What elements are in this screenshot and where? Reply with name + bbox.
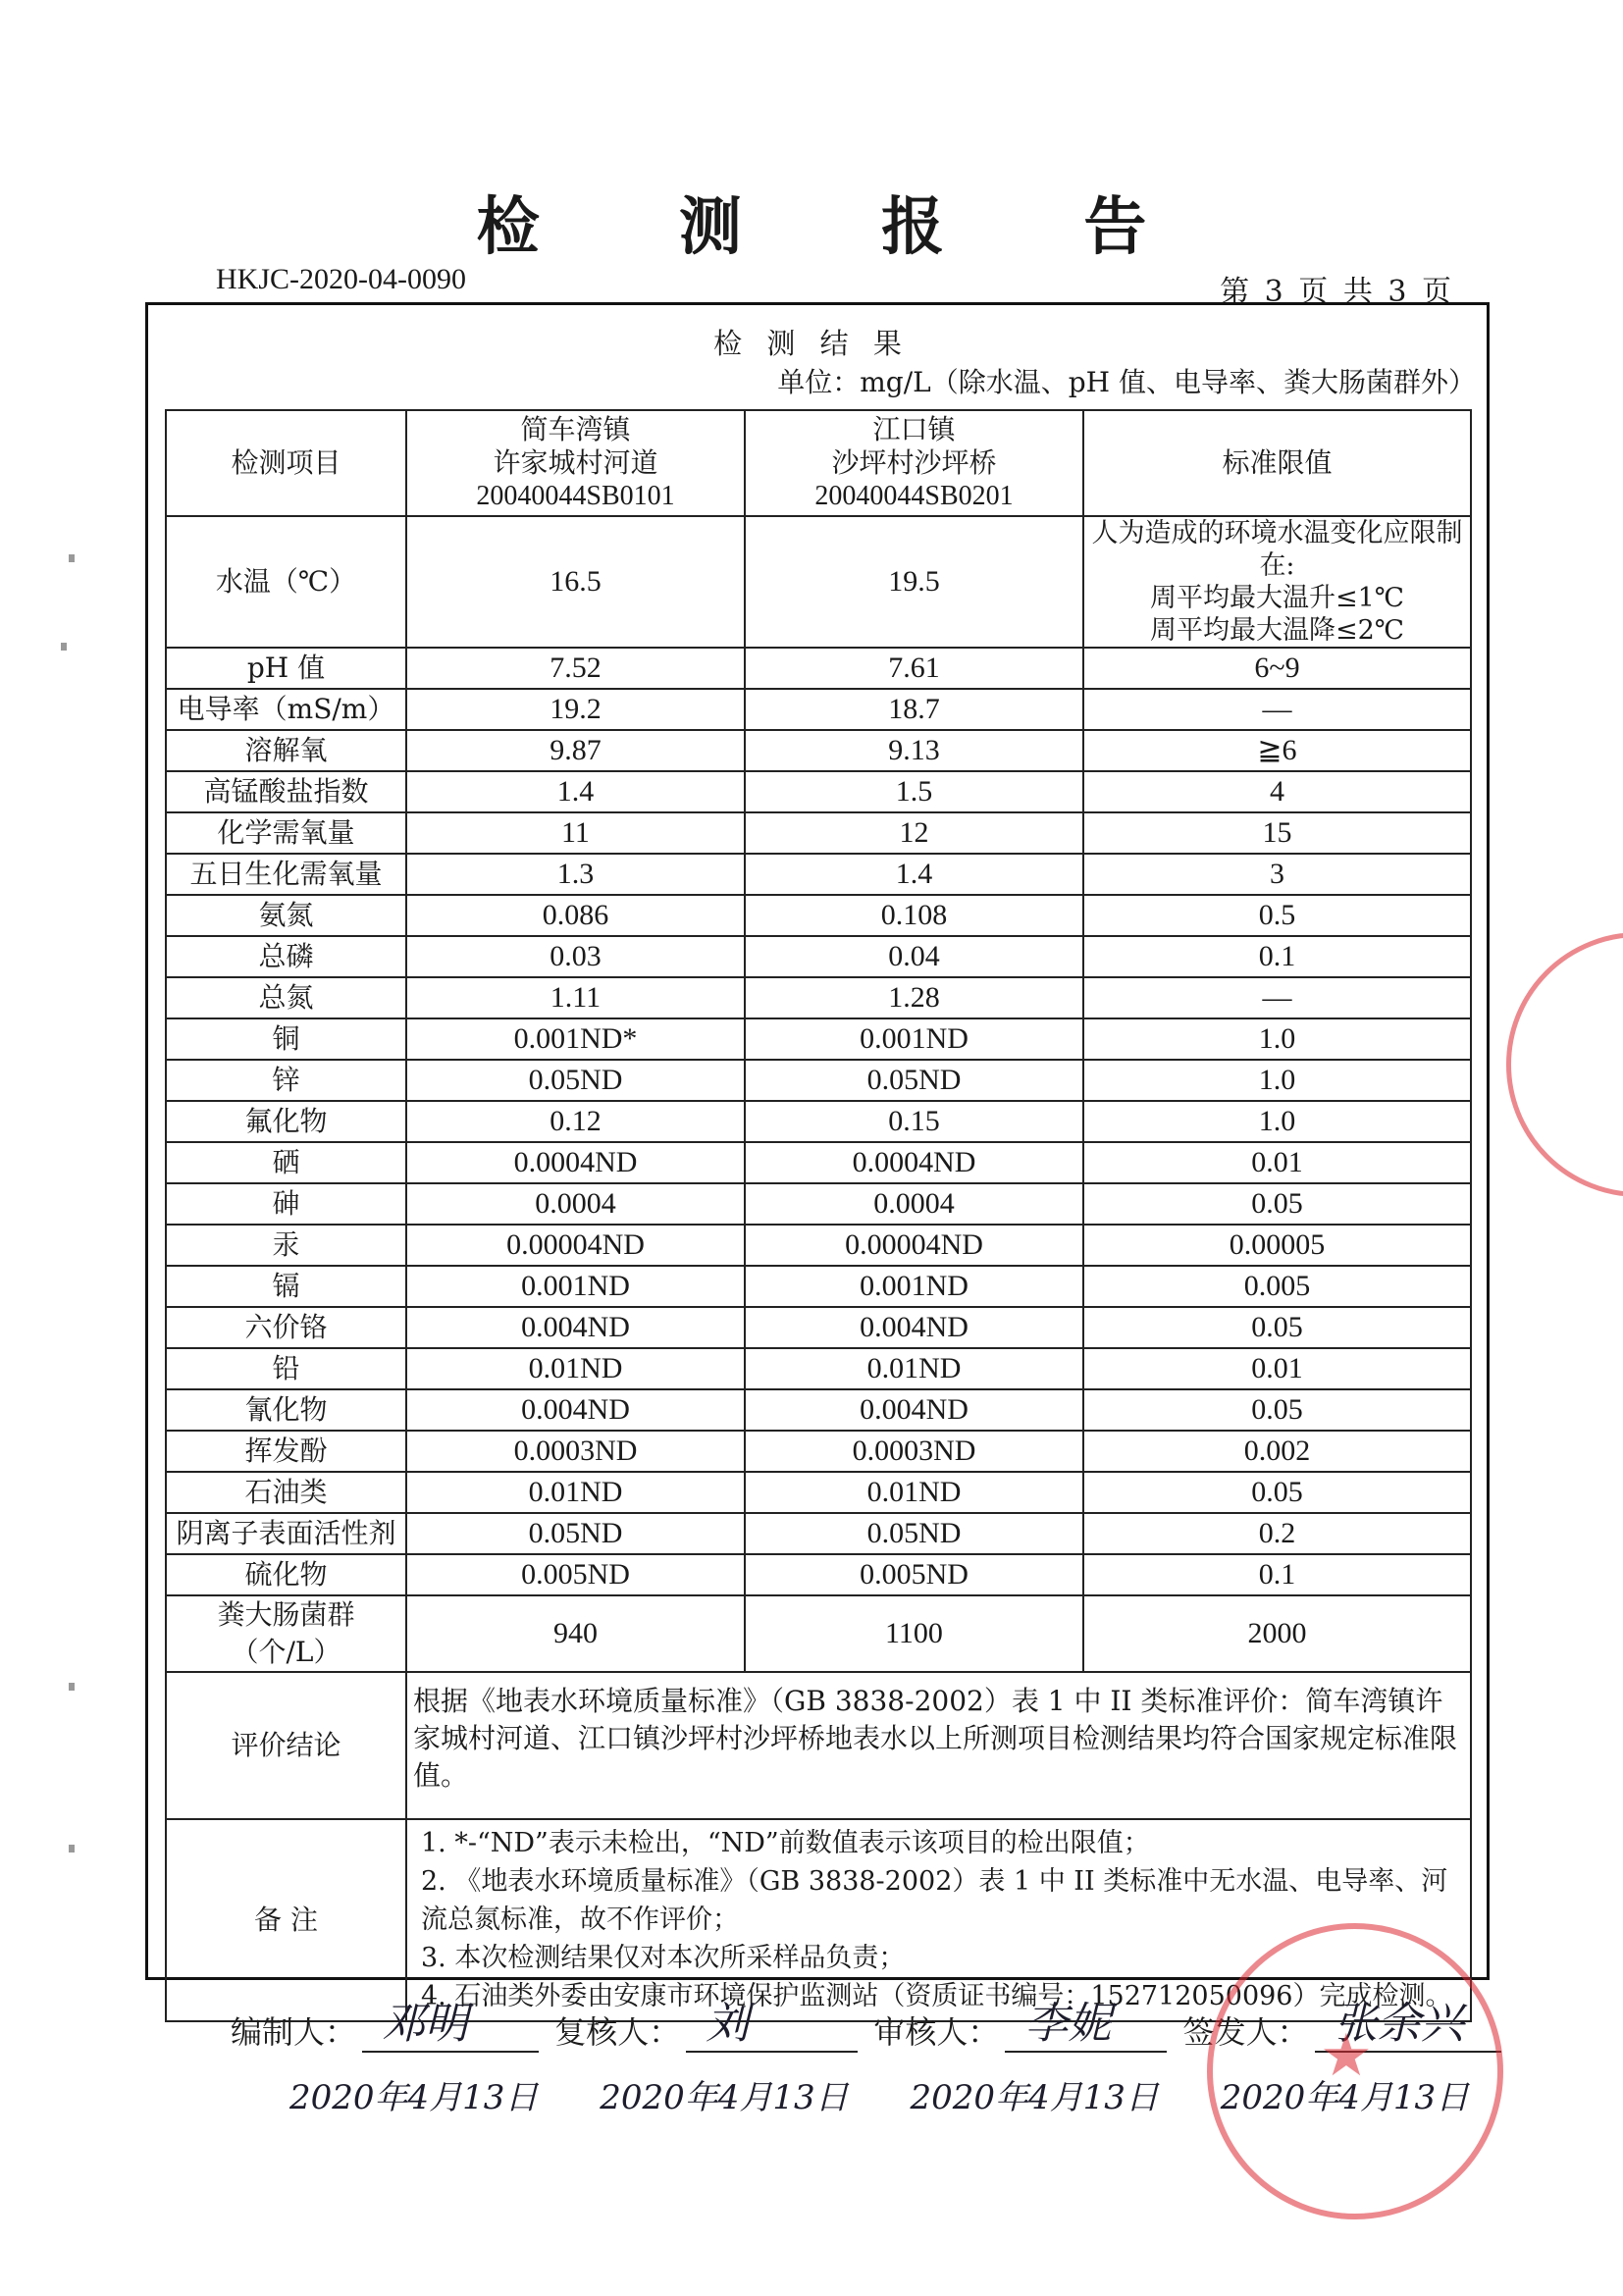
row-site2-value: 18.7: [745, 689, 1083, 730]
row-site2-value: 0.00004ND: [745, 1225, 1083, 1266]
results-title: 检 测 结 果: [713, 327, 910, 360]
seal-star-icon: ★: [1320, 2021, 1373, 2090]
seal-stamp-edge: [1506, 932, 1623, 1197]
row-site2-value: 12: [745, 812, 1083, 854]
reviewer-signature-line: [686, 1999, 858, 2053]
table-row: [166, 1348, 1471, 1389]
row-standard-value: 4: [1083, 771, 1471, 812]
row-item: 六价铬: [166, 1307, 406, 1348]
row-item: pH 值: [166, 648, 406, 689]
row-site2-value: 0.0003ND: [745, 1431, 1083, 1472]
row-site2-value: 0.15: [745, 1101, 1083, 1142]
row-site2-value: 0.001ND: [745, 1018, 1083, 1060]
table-row: [166, 1183, 1471, 1225]
compiler-label: 编制人：: [231, 2013, 357, 2051]
row-standard-value: 0.002: [1083, 1431, 1471, 1472]
row-site1-value: 1.11: [406, 977, 745, 1018]
row-standard-value: 6~9: [1083, 648, 1471, 689]
table-row: [166, 854, 1471, 895]
row-item: 溶解氧: [166, 730, 406, 771]
row-site1-value: 0.00004ND: [406, 1225, 745, 1266]
row-site1-value: 1.4: [406, 771, 745, 812]
note-item: 1. *-“ND”表示未检出，“ND”前数值表示该项目的检出限值；: [421, 1828, 1150, 1858]
table-row: [166, 1018, 1471, 1060]
row-standard-value: 0.05: [1083, 1389, 1471, 1431]
row-item: 铅: [166, 1348, 406, 1389]
row-standard-value: —: [1083, 977, 1471, 1018]
site1-sample-id: 20040044SB0101: [476, 481, 675, 511]
row-item: 化学需氧量: [166, 812, 406, 854]
row-item: 砷: [166, 1183, 406, 1225]
table-row: [166, 1060, 1471, 1101]
header-site1: [406, 410, 745, 516]
row-site1-value: 0.05ND: [406, 1060, 745, 1101]
row-site2-value: 0.0004ND: [745, 1142, 1083, 1183]
row-item: 挥发酚: [166, 1431, 406, 1472]
row-site2-value: 0.004ND: [745, 1307, 1083, 1348]
row-standard-value: 0.05: [1083, 1183, 1471, 1225]
header-row: [166, 410, 1471, 516]
table-row: [166, 771, 1471, 812]
row-item: 石油类: [166, 1472, 406, 1513]
compiler-signature-line: [362, 1999, 539, 2053]
note-item: 4. 石油类外委由安康市环境保护监测站（资质证书编号：152712050096）完成检测。: [421, 1981, 1452, 2011]
site1-location: 许家城村河道: [493, 446, 658, 479]
water-temp-standard: [1083, 516, 1471, 648]
row-site1-value: 0.01ND: [406, 1348, 745, 1389]
table-row: [166, 1595, 1471, 1672]
auditor-signature: 李妮: [1024, 1999, 1112, 2049]
row-site1-value: 19.2: [406, 689, 745, 730]
row-site1-value: 0.12: [406, 1101, 745, 1142]
table-row: [166, 1142, 1471, 1183]
row-site1-value: 0.0003ND: [406, 1431, 745, 1472]
issuer-signature: 张余兴: [1334, 1999, 1464, 2049]
table-row: [166, 1472, 1471, 1513]
row-site2-value: 1100: [745, 1595, 1083, 1672]
report-number: HKJC-2020-04-0090: [216, 263, 466, 295]
row-item: 粪大肠菌群（个/L）: [166, 1595, 406, 1672]
row-item: 氨氮: [166, 895, 406, 936]
row-site2-value: 0.05ND: [745, 1513, 1083, 1554]
row-standard-value: 0.05: [1083, 1307, 1471, 1348]
row-site1-value: 0.004ND: [406, 1307, 745, 1348]
row-site1-value: 11: [406, 812, 745, 854]
row-site2-value: 0.04: [745, 936, 1083, 977]
table-row: [166, 977, 1471, 1018]
table-row: [166, 1101, 1471, 1142]
row-site1-value: 0.01ND: [406, 1472, 745, 1513]
row-site1-value: 0.004ND: [406, 1389, 745, 1431]
row-item: 硫化物: [166, 1554, 406, 1595]
compiler-date: 2020年4月13日: [289, 2078, 539, 2117]
row-standard-value: 0.01: [1083, 1348, 1471, 1389]
row-site1-value: 0.086: [406, 895, 745, 936]
row-site1-value: 0.001ND: [406, 1266, 745, 1307]
row-site1-value: 0.05ND: [406, 1513, 745, 1554]
margin-mark: [69, 1683, 75, 1691]
row-item: 氟化物: [166, 1101, 406, 1142]
row-site2-value: 0.01ND: [745, 1348, 1083, 1389]
row-site1-value: 0.001ND*: [406, 1018, 745, 1060]
row-standard-value: 2000: [1083, 1595, 1471, 1672]
row-site2-value: 0.005ND: [745, 1554, 1083, 1595]
row-item: 总氮: [166, 977, 406, 1018]
row-site2-value: 7.61: [745, 648, 1083, 689]
note-item: 2. 《地表水环境质量标准》（GB 3838-2002）表 1 中 II 类标准中无水温、电导率、河流总氮标准，故不作评价；: [421, 1866, 1448, 1935]
table-row: [166, 648, 1471, 689]
row-item: 电导率（mS/m）: [166, 689, 406, 730]
row-site1-value: 0.005ND: [406, 1554, 745, 1595]
table-row: [166, 1389, 1471, 1431]
page-info: 第 3 页 共 3 页: [1220, 275, 1451, 309]
row-site2-value: 0.01ND: [745, 1472, 1083, 1513]
auditor-label: 审核人：: [873, 2013, 1000, 2051]
row-standard-value: 0.2: [1083, 1513, 1471, 1554]
row-standard-value: 3: [1083, 854, 1471, 895]
site2-location: 沙坪村沙坪桥: [831, 446, 997, 479]
reviewer-label: 复核人：: [554, 2013, 681, 2051]
water-temp-site2: 19.5: [745, 516, 1083, 648]
row-site1-value: 0.03: [406, 936, 745, 977]
table-row: [166, 1513, 1471, 1554]
row-site2-value: 1.4: [745, 854, 1083, 895]
row-standard-value: 0.1: [1083, 1554, 1471, 1595]
row-item: 五日生化需氧量: [166, 854, 406, 895]
row-site2-value: 1.28: [745, 977, 1083, 1018]
unit-note: 单位：mg/L（除水温、pH 值、电导率、粪大肠菌群外）: [777, 366, 1476, 398]
row-standard-value: —: [1083, 689, 1471, 730]
row-standard-value: 0.01: [1083, 1142, 1471, 1183]
table-row: [166, 1307, 1471, 1348]
water-temp-standard-line2: 周平均最大温升≤1℃: [1149, 583, 1404, 613]
table-row: [166, 1225, 1471, 1266]
row-standard-value: 0.05: [1083, 1472, 1471, 1513]
evaluation-text: 根据《地表水环境质量标准》（GB 3838-2002）表 1 中 II 类标准评价：简车湾镇许家城村河道、江口镇沙坪村沙坪桥地表水以上所测项目检测结果均符合国家规定标准限值。: [406, 1672, 1471, 1819]
water-temp-row: [166, 516, 1471, 648]
row-standard-value: 0.1: [1083, 936, 1471, 977]
table-row: [166, 1554, 1471, 1595]
row-item: 总磷: [166, 936, 406, 977]
row-standard-value: 0.5: [1083, 895, 1471, 936]
header-item: 检测项目: [166, 410, 406, 516]
row-standard-value: 0.00005: [1083, 1225, 1471, 1266]
row-site2-value: 0.0004: [745, 1183, 1083, 1225]
reviewer-date: 2020年4月13日: [600, 2078, 849, 2117]
row-item: 铜: [166, 1018, 406, 1060]
row-item: 镉: [166, 1266, 406, 1307]
row-item: 高锰酸盐指数: [166, 771, 406, 812]
evaluation-label: 评价结论: [166, 1672, 406, 1819]
site2-sample-id: 20040044SB0201: [814, 481, 1014, 511]
row-item: 汞: [166, 1225, 406, 1266]
header-standard: 标准限值: [1083, 410, 1471, 516]
row-site2-value: 1.5: [745, 771, 1083, 812]
auditor-date: 2020年4月13日: [910, 2078, 1159, 2117]
site1-town: 简车湾镇: [520, 413, 631, 445]
row-standard-value: 1.0: [1083, 1018, 1471, 1060]
issuer-label: 签发人：: [1182, 2013, 1309, 2051]
row-site1-value: 1.3: [406, 854, 745, 895]
row-item: 阴离子表面活性剂: [166, 1513, 406, 1554]
row-site2-value: 0.004ND: [745, 1389, 1083, 1431]
row-item: 氰化物: [166, 1389, 406, 1431]
table-row: [166, 1266, 1471, 1307]
water-temp-standard-line3: 周平均最大温降≤2℃: [1149, 615, 1404, 646]
row-site1-value: 0.0004: [406, 1183, 745, 1225]
row-standard-value: ≧6: [1083, 730, 1471, 771]
issuer-date: 2020年4月13日: [1220, 2078, 1470, 2117]
row-item: 硒: [166, 1142, 406, 1183]
row-standard-value: 1.0: [1083, 1101, 1471, 1142]
row-site1-value: 0.0004ND: [406, 1142, 745, 1183]
table-row: [166, 730, 1471, 771]
margin-mark: [69, 554, 75, 562]
compiler-signature: 邓明: [382, 1999, 469, 2049]
note-item: 3. 本次检测结果仅对本次所采样品负责；: [421, 1943, 906, 1973]
row-site1-value: 9.87: [406, 730, 745, 771]
reviewer-signature: 刘: [706, 1999, 750, 2049]
results-table: [165, 409, 1472, 2022]
table-row: [166, 812, 1471, 854]
table-row: [166, 936, 1471, 977]
notes-label: 备 注: [166, 1819, 406, 2021]
margin-mark: [61, 643, 67, 651]
auditor-signature-line: [1005, 1999, 1167, 2053]
document-title: 检 测 报 告: [476, 190, 1206, 264]
table-row: [166, 1431, 1471, 1472]
row-site1-value: 7.52: [406, 648, 745, 689]
row-site2-value: 0.108: [745, 895, 1083, 936]
row-standard-value: 1.0: [1083, 1060, 1471, 1101]
row-site2-value: 0.001ND: [745, 1266, 1083, 1307]
evaluation-row: [166, 1672, 1471, 1819]
water-temp-standard-line1: 人为造成的环境水温变化应限制在:: [1091, 518, 1463, 581]
row-site2-value: 0.05ND: [745, 1060, 1083, 1101]
row-standard-value: 15: [1083, 812, 1471, 854]
row-item: 锌: [166, 1060, 406, 1101]
row-standard-value: 0.005: [1083, 1266, 1471, 1307]
row-site2-value: 9.13: [745, 730, 1083, 771]
site2-town: 江口镇: [872, 413, 956, 445]
margin-mark: [69, 1845, 75, 1852]
header-site2: [745, 410, 1083, 516]
water-temp-item: 水温（℃）: [166, 516, 406, 648]
table-row: [166, 895, 1471, 936]
row-site1-value: 940: [406, 1595, 745, 1672]
water-temp-site1: 16.5: [406, 516, 745, 648]
table-row: [166, 689, 1471, 730]
